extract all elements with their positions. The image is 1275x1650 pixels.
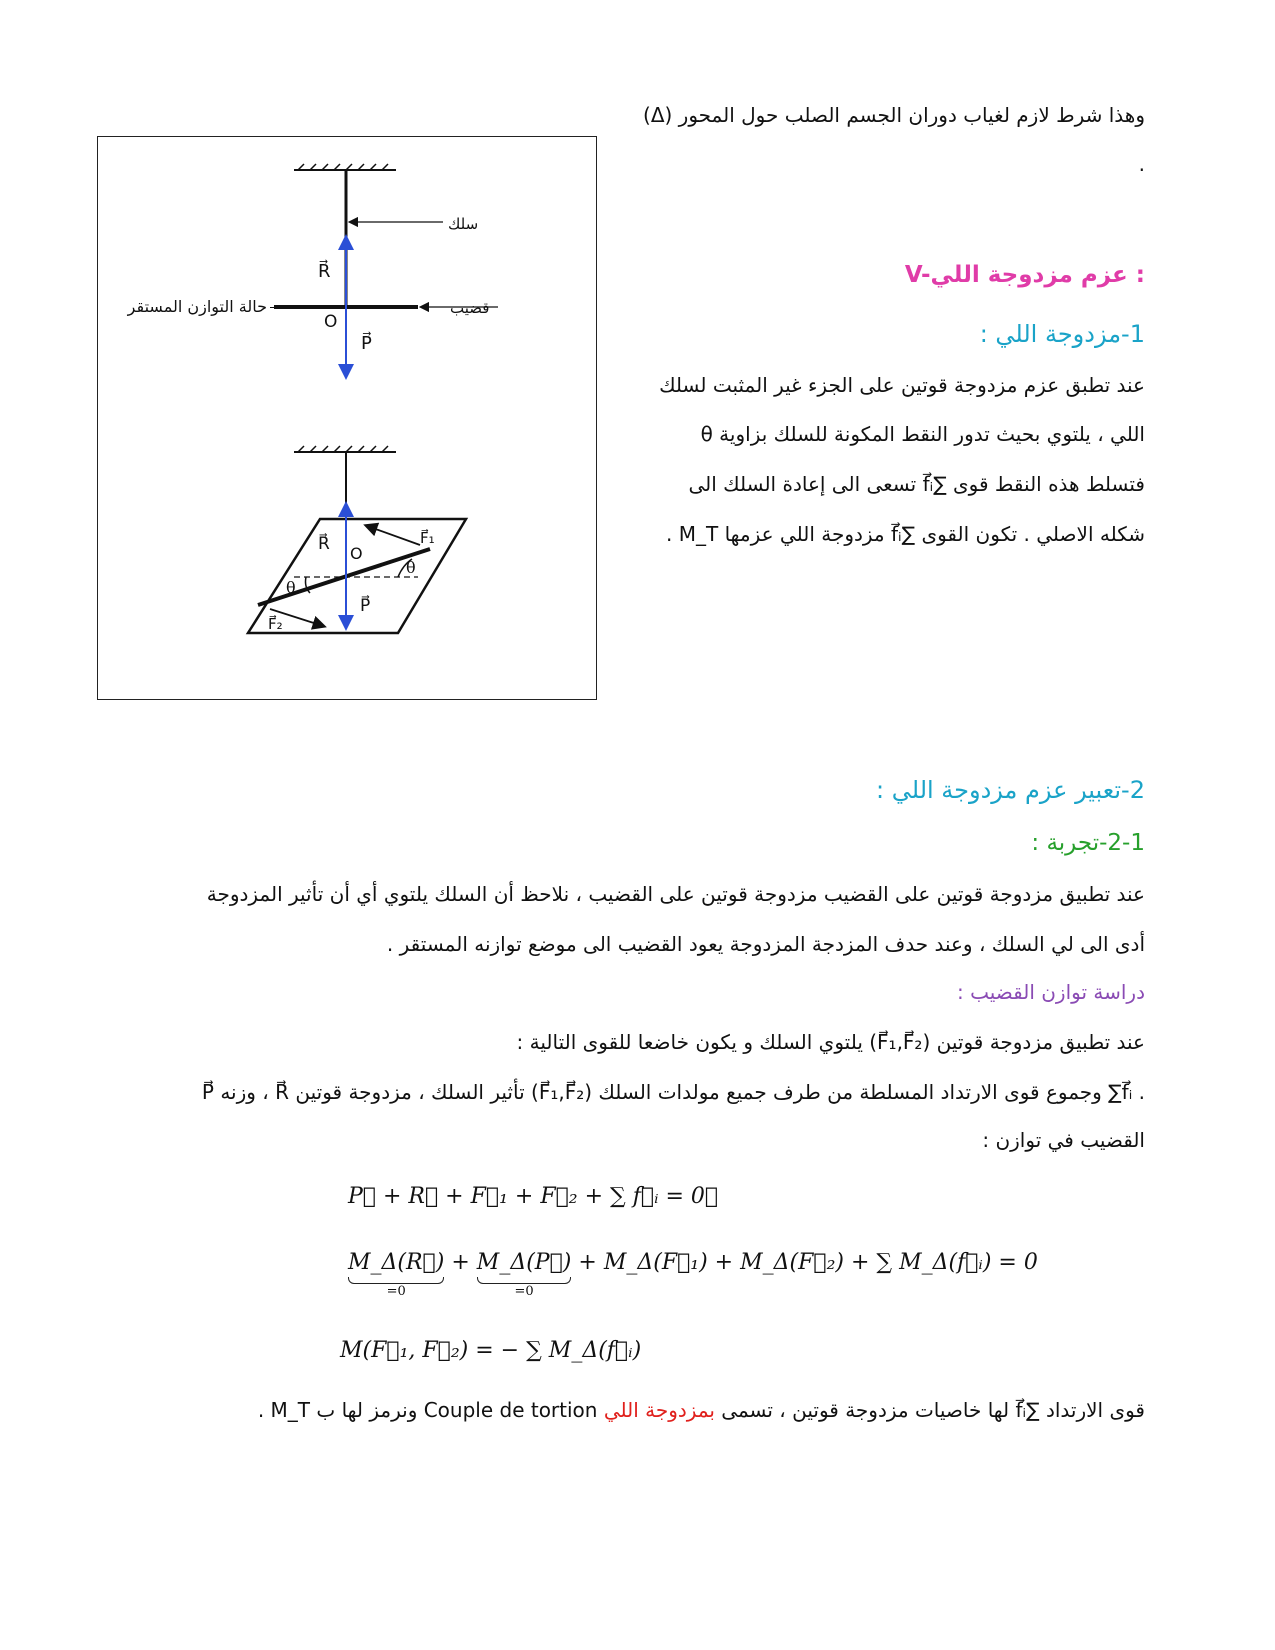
subsection-1-title: 1-مزدوجة اللي :	[979, 320, 1145, 348]
label-equilibrium: حالة التوازن المستقر	[127, 297, 267, 316]
vector-F1	[370, 527, 420, 545]
study-line-2: P⃗ وزنه ، R⃗ تأثير السلك ، مزدوجة قوتين (F⃗₁,F⃗₂) وجموع قوى الارتداد المسلطة من طرف جميع مولدات السلك ∑f⃗ᵢ .	[201, 1080, 1145, 1104]
torsion-couple-term: بمزدوجة اللي	[603, 1398, 715, 1422]
label-P-bottom: P⃗	[360, 596, 371, 616]
section-title: V-عزم مزدوجة اللي :	[904, 262, 1145, 288]
torsion-figure	[97, 136, 597, 700]
sub1-line-3: فتسلط هذه النقط قوى ∑f⃗ᵢ تسعى الى إعادة السلك الى	[688, 472, 1145, 496]
equilibrium-pointer	[270, 307, 282, 308]
sub1-line-2: اللي ، يلتوي بحيث تدور النقط المكونة للسلك بزاوية θ	[700, 422, 1145, 446]
final-line: قوى الارتداد ∑f⃗ᵢ لها خاصيات مزدوجة قوتين ، تسمى بمزدوجة اللي Couple de tortion ونرمز لها ب M_T .	[257, 1398, 1145, 1422]
label-R-top: R⃗	[318, 261, 331, 282]
label-theta-left: θ	[286, 578, 296, 597]
label-F2: F⃗₂	[268, 615, 283, 633]
label-wire: سلك	[448, 215, 479, 233]
intro-line-1: وهذا شرط لازم لغياب دوران الجسم الصلب حول المحور (Δ)	[643, 103, 1145, 127]
ceiling-top	[294, 164, 396, 170]
label-O-top: O	[324, 312, 338, 332]
experiment-line-2: أدى الى لي السلك ، وعند حدف المزدجة المزدوجة يعود القضيب الى موضع توازنه المستقر .	[386, 932, 1145, 956]
subsection-2-1-title: 2-1-تجربة :	[1031, 830, 1145, 856]
study-title: دراسة توازن القضيب :	[957, 980, 1145, 1004]
torsion-diagram	[98, 137, 595, 698]
equation-moment-sum: M_Δ(R⃗) =0 + M_Δ(P⃗) =0 + M_Δ(F⃗₁) + M_Δ(F⃗₂) + ∑ M_Δ(f⃗ᵢ) = 0	[348, 1250, 1038, 1299]
experiment-line-1: عند تطبيق مزدوجة قوتين على القضيب مزدوجة قوتين على القضيب ، نلاحظ أن السلك يلتوي أي أن تأثير المزدوجة	[206, 882, 1145, 906]
study-line-1: عند تطبيق مزدوجة قوتين (F⃗₁,F⃗₂) يلتوي السلك و يكون خاضعا للقوى التالية :	[516, 1030, 1145, 1054]
equation-force-sum: P⃗ + R⃗ + F⃗₁ + F⃗₂ + ∑ f⃗ᵢ = 0⃗	[348, 1184, 719, 1209]
moment-R-term: M_Δ(R⃗) =0	[348, 1250, 445, 1299]
label-O-bottom: O	[350, 544, 363, 563]
ceiling-bottom	[294, 446, 396, 452]
equation-couple-moment: M(F⃗₁, F⃗₂) = − ∑ M_Δ(f⃗ᵢ)	[340, 1338, 642, 1363]
label-F1: F⃗₁	[420, 529, 435, 547]
moment-P-term: M_Δ(P⃗) =0	[476, 1250, 572, 1299]
subsection-2-title: 2-تعبير عزم مزدوجة اللي :	[876, 776, 1145, 804]
sub1-line-1: عند تطبق عزم مزدوجة قوتين على الجزء غير المثبت لسلك	[659, 373, 1145, 397]
sub1-line-4: شكله الاصلي . تكون القوى ∑f⃗ᵢ مزدوجة اللي عزمها M_T .	[666, 522, 1145, 546]
study-line-3: القضيب في توازن :	[982, 1128, 1145, 1152]
label-theta-right: θ	[406, 558, 416, 577]
label-P-top: P⃗	[361, 333, 372, 354]
intro-line-2: .	[1138, 152, 1145, 176]
label-R-bottom: R⃗	[318, 534, 330, 554]
label-rod: قضيب	[450, 299, 490, 317]
